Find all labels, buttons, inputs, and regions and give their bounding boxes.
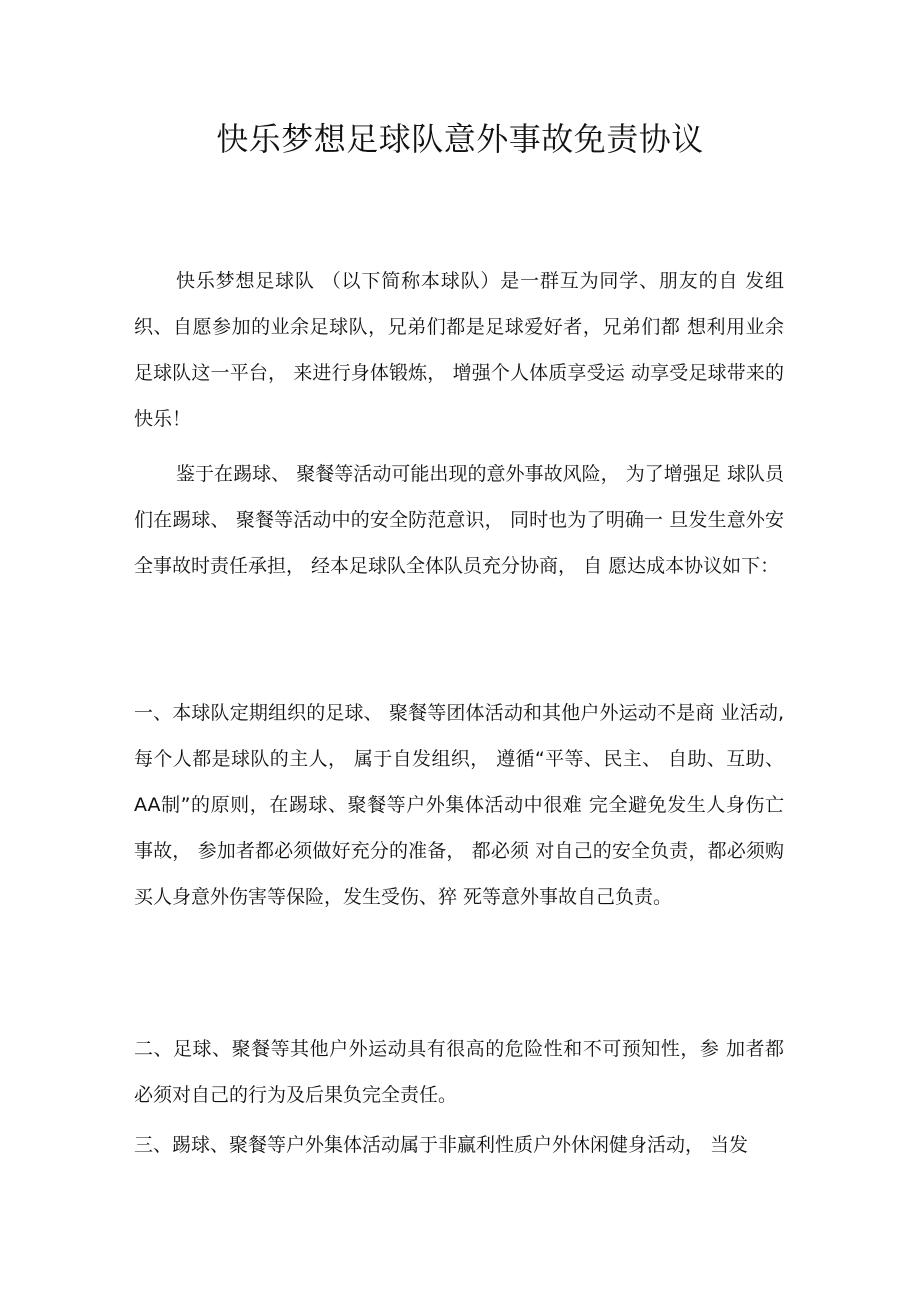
clause-3-paragraph: 三、踢球、聚餐等户外集体活动属于非赢利性质户外休闲健身活动， 当发 — [134, 1134, 749, 1156]
preamble-paragraph: 鉴于在踢球、 聚餐等活动可能出现的意外事故风险， 为了增强足 球队员们在踢球、 聚餐等活动中的安全防范意识， 同时也为了明确一 旦发生意外安全事故时责任承担， 经本足球队全体队员充分协商， 自 愿达成本协议如下： — [134, 463, 784, 577]
clause-1-paragraph: 一、本球队定期组织的足球、 聚餐等团体活动和其他户外运动不是商 业活动,每个人都是球队的主人， 属于自发组织， 遵循“平等、民主、 自助、互助、 AA制”的原则，在踢球、聚餐等户外集体活动中很难 完全避免发生人身伤亡事故， 参加者都必须做好充分的准备， 都必须 对自己的安全负责，都必须购买人身意外伤害等保险，发生受伤、猝 死等意外事故自己负责。 — [134, 702, 784, 908]
clause-2-paragraph: 二、足球、聚餐等其他户外运动具有很高的危险性和不可预知性，参 加者都必须对自己的行为及后果负完全责任。 — [134, 1038, 784, 1106]
document-title: 快乐梦想足球队意外事故免责协议 — [216, 120, 704, 158]
intro-paragraph: 快乐梦想足球队 （以下简称本球队）是一群互为同学、朋友的自 发组织、自愿参加的业余足球队，兄弟们都是足球爱好者，兄弟们都 想利用业余足球队这一平台， 来进行身体锻炼， 增强个人体质享受运 动享受足球带来的快乐！ — [134, 270, 784, 430]
